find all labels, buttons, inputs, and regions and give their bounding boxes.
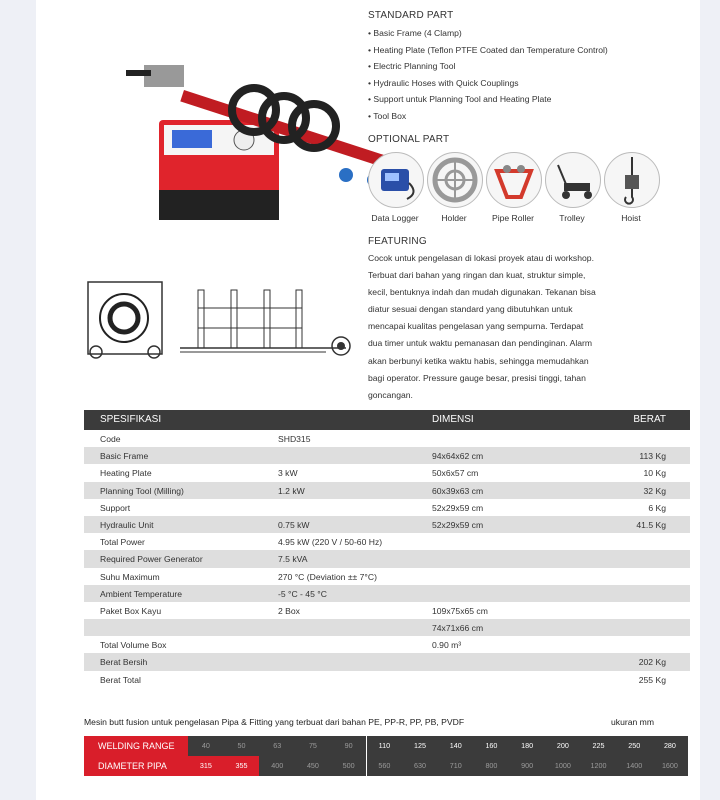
table-cell: Hydraulic Unit	[100, 519, 154, 530]
table-row	[84, 447, 690, 464]
standard-list	[368, 25, 608, 124]
hoist-icon	[604, 152, 660, 208]
table-row	[84, 464, 690, 481]
table-row	[84, 671, 690, 688]
table-cell: 60x39x63 cm	[432, 485, 484, 496]
caption-text: Mesin butt fusion untuk pengelasan Pipa & Fitting yang terbuat dari bahan PE, PP-R, PP, PB, PVDF	[84, 717, 465, 727]
table-cell: 50x6x57 cm	[432, 468, 479, 479]
table-cell: Planning Tool (Milling)	[100, 485, 184, 496]
featuring-text	[368, 250, 596, 404]
optional-label: Trolley	[559, 213, 585, 223]
trolley-icon	[545, 152, 601, 208]
table-cell: SHD315	[278, 434, 311, 444]
spec-header-dimensi: DIMENSI	[432, 414, 474, 425]
range-cell: 110	[367, 736, 403, 756]
optional-label: Holder	[441, 213, 467, 223]
list-item: • Heating Plate (Teflon PTFE Coated dan Temperature Control)	[368, 44, 608, 55]
table-cell: -5 °C - 45 °C	[278, 588, 327, 599]
optional-label: Hoist	[621, 213, 641, 223]
range-cell: 125	[402, 736, 438, 756]
range-cell: 800	[474, 756, 510, 776]
table-cell: 270 °C (Deviation ±± 7°C)	[278, 571, 377, 582]
featuring-line: goncangan.	[368, 389, 413, 400]
table-cell: Total Power	[100, 537, 145, 548]
table-cell: 41.5 Kg	[636, 519, 666, 530]
range-cell: 75	[295, 736, 331, 756]
featuring-line: mencapai kualitas pengelasan yang sempurna. Terdapat	[368, 321, 584, 332]
table-cell: 0.75 kW	[278, 519, 310, 530]
table-cell: 7.5 kVA	[278, 554, 308, 565]
technical-drawing-side	[84, 272, 166, 362]
standard-heading: STANDARD PART	[368, 10, 454, 21]
table-row	[84, 499, 690, 516]
range-cell: 90	[331, 736, 367, 756]
featuring-line: kecil, bentuknya indah dan mudah digunakan. Tekanan bisa	[368, 287, 596, 298]
welding-range-label: WELDING RANGE	[84, 736, 188, 756]
table-cell: Berat Total	[100, 674, 141, 685]
range-cell: 630	[402, 756, 438, 776]
table-cell: 10 Kg	[643, 468, 666, 479]
list-item: • Electric Planning Tool	[368, 61, 456, 71]
range-cell: 140	[438, 736, 474, 756]
diameter-pipa-label: DIAMETER PIPA	[84, 756, 188, 776]
featuring-line: Cocok untuk pengelasan di lokasi proyek atau di workshop.	[368, 253, 594, 263]
table-cell: Total Volume Box	[100, 640, 167, 651]
spec-header-spesifikasi: SPESIFIKASI	[100, 414, 162, 425]
range-cell: 250	[616, 736, 652, 756]
range-cell: 400	[259, 756, 295, 776]
table-row	[84, 533, 690, 550]
table-row	[84, 482, 690, 499]
range-cell: 200	[545, 736, 581, 756]
holder-icon	[427, 152, 483, 208]
table-cell: Paket Box Kayu	[100, 605, 162, 616]
optional-label: Pipe Roller	[491, 213, 535, 223]
table-cell: Heating Plate	[100, 468, 152, 479]
table-cell: 255 Kg	[638, 674, 666, 685]
table-cell: 4.95 kW (220 V / 50-60 Hz)	[278, 537, 383, 548]
list-item: • Hydraulic Hoses with Quick Couplings	[368, 77, 519, 88]
spec-header-berat: BERAT	[633, 414, 666, 425]
table-row	[84, 550, 690, 567]
table-row	[84, 516, 690, 533]
range-cell: 160	[474, 736, 510, 756]
table-cell: 202 Kg	[638, 657, 666, 668]
featuring-line: Terbuat dari bahan yang ringan dan kuat, struktur simple,	[368, 270, 586, 281]
table-cell: 74x71x66 cm	[432, 623, 484, 634]
table-row	[84, 653, 690, 670]
spec-table	[84, 410, 690, 688]
table-cell: 6 Kg	[648, 502, 666, 513]
spec-rows	[84, 430, 690, 688]
range-cell: 560	[367, 756, 403, 776]
range-cell: 280	[652, 736, 688, 756]
table-cell: 109x75x65 cm	[432, 605, 488, 616]
featuring-line: akan berbunyi ketika waktu habis, sehingga memudahkan	[368, 355, 589, 366]
table-row	[84, 636, 690, 653]
featuring-line: dua timer untuk waktu pemanasan dan pendinginan. Alarm	[368, 338, 593, 349]
table-cell: Required Power Generator	[100, 554, 203, 565]
table-cell: Ambient Temperature	[100, 588, 183, 599]
table-cell: 2 Box	[278, 605, 300, 616]
table-row	[84, 568, 690, 585]
optional-label: Data Logger	[371, 213, 419, 223]
table-cell: 0.90 m³	[432, 640, 462, 651]
table-cell: Basic Frame	[100, 451, 149, 462]
range-cell: 900	[509, 756, 545, 776]
list-item: • Basic Frame (4 Clamp)	[368, 28, 462, 38]
table-cell: Support	[100, 502, 131, 513]
range-cell: 50	[224, 736, 260, 756]
table-row	[84, 619, 690, 636]
range-cell: 180	[509, 736, 545, 756]
featuring-line: bagi operator. Pressure gauge besar, presisi tinggi, tahan	[368, 372, 586, 383]
list-item: • Tool Box	[368, 110, 407, 121]
range-cell: 63	[259, 736, 295, 756]
table-cell: 1.2 kW	[278, 485, 305, 496]
data-logger-icon	[368, 152, 424, 208]
technical-drawing-front	[176, 282, 356, 362]
range-cell: 710	[438, 756, 474, 776]
pipe-roller-icon	[486, 152, 542, 208]
spec-header	[84, 410, 690, 430]
machine-photo	[84, 30, 384, 235]
table-cell: 94x64x62 cm	[432, 451, 484, 462]
table-row	[84, 602, 690, 619]
table-cell: Berat Bersih	[100, 657, 148, 668]
table-cell: 32 Kg	[643, 485, 666, 496]
welding-range-table	[84, 736, 688, 776]
featuring-heading: FEATURING	[368, 236, 427, 247]
caption-unit: ukuran mm	[611, 717, 654, 727]
range-cell: 1400	[616, 756, 652, 776]
range-cell: 1000	[545, 756, 581, 776]
range-cell: 1600	[652, 756, 688, 776]
optional-heading: OPTIONAL PART	[368, 134, 450, 145]
brochure-page	[36, 0, 700, 800]
range-cell: 1200	[581, 756, 617, 776]
list-item: • Support untuk Planning Tool and Heating Plate	[368, 94, 552, 104]
range-cell: 40	[188, 736, 224, 756]
table-cell: Suhu Maximum	[100, 571, 160, 582]
table-cell: Code	[100, 434, 121, 444]
table-cell: 113 Kg	[639, 451, 666, 462]
range-cell: 355	[224, 756, 260, 776]
range-cell: 500	[331, 756, 367, 776]
table-cell: 52x29x59 cm	[432, 502, 484, 513]
table-cell: 52x29x59 cm	[432, 519, 484, 530]
featuring-line: diatur sesuai dengan standard yang dibutuhkan untuk	[368, 304, 573, 315]
range-cell: 225	[581, 736, 617, 756]
table-cell: 3 kW	[278, 468, 298, 479]
range-cell: 450	[295, 756, 331, 776]
table-row	[84, 585, 690, 602]
table-row	[84, 430, 690, 447]
range-cell: 315	[188, 756, 224, 776]
